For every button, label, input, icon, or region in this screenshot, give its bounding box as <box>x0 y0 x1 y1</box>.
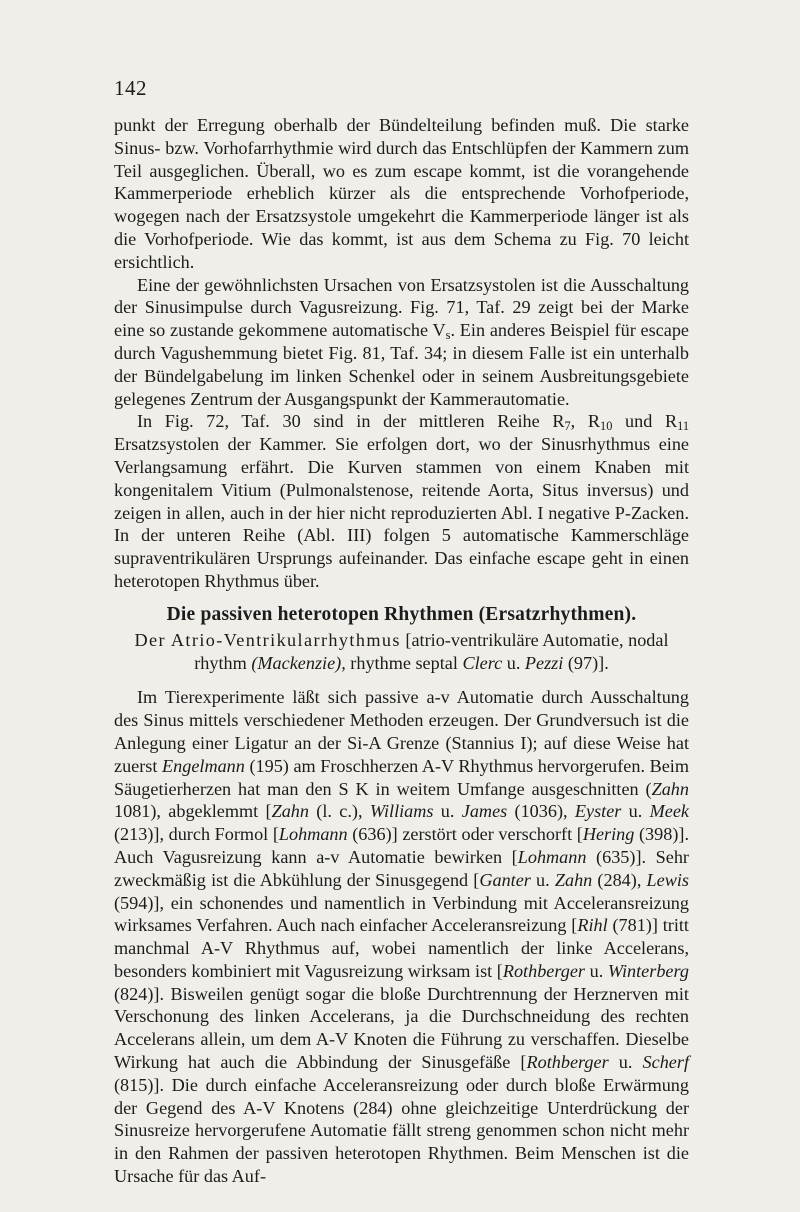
paragraph-fig72: In Fig. 72, Taf. 30 sind in der mittleren Reihe $R_7$, $R_{10}$ und $R_{11}$ Ersatzsystolen der Kammer. Sie erfolgen dort, wo der Sinusrhythmus eine Verlangsamung erfährt. Die Kurven stammen von einem Knaben mit kongenitalem Vitium (Pulmonalstenose, reitende Aorta, Situs inversus) und zeigen in allen, auch in der hier nicht reproduzierten Abl. I negative P-Zacken. In der unteren Reihe (Abl. III) folgen 5 automatische Kammerschläge supraventrikulären Ursprungs aufeinander. Das einfache escape geht in einen heterotopen Rhythmus über. <box>114 411 689 591</box>
paragraph-vagus-escape: Eine der gewöhnlichsten Ursachen von Ersatzsystolen ist die Ausschaltung der Sinusimpulse durch Vagusreizung. Fig. 71, Taf. 29 zeigt bei der Marke eine so zustande gekommene automatische $V_s$. Ein anderes Beispiel für escape durch Vagushemmung bietet Fig. 81, Taf. 34; in diesem Falle ist ein unterhalb der Bündelgabelung im linken Schenkel oder in seinem Ausbreitungsgebiete gelegenes Zentrum der Ausgangspunkt der Kammerautomatie. <box>114 274 689 409</box>
page-number: 142 <box>114 76 147 100</box>
paragraph-escape-summary: punkt der Erregung oberhalb der Bündelteilung befinden muß. Die starke Sinus- bzw. Vorhofarrhythmie wird durch das Entschlüpfen der Kammern zum Teil ausgeglichen. Überall, wo es zum escape kommt, ist die vorangehende Kammerperiode erheblich kürzer als die entsprechende Vorhofperiode, wogegen nach der Ersatzsystole umgekehrt die Kammerperiode länger ist als die Vorhofperiode. Wie das kommt, ist aus dem Schema zu Fig. 70 leicht ersichtlich. <box>114 115 689 272</box>
subscript: 10 <box>600 419 613 434</box>
subscript: 7 <box>564 419 571 434</box>
subscript: s <box>445 328 451 343</box>
definition-term: Der Atrio-Ventrikularrhythmus <box>134 629 401 650</box>
body-text <box>114 114 689 1188</box>
paragraph-definition: Der Atrio-Ventrikularrhythmus [atrio-ventrikuläre Automatie, nodal rhythm (Mackenzie), rhythme septal Clerc u. Pezzi (97)]. <box>134 629 669 673</box>
paragraph-animal-experiments: Im Tierexperimente läßt sich passive a-v Automatie durch Ausschaltung des Sinus mittels verschiedener Methoden erzeugen. Der Grundversuch ist die Anlegung einer Ligatur an der Si-A Grenze (Stannius I); auf diese Weise hat zuerst Engelmann (195) am Froschherzen A-V Rhythmus hervorgerufen. Beim Säugetierherzen hat man den S K in weitem Umfange ausgeschnitten (Zahn 1081), abgeklemmt [Zahn (l. c.), Williams u. James (1036), Eyster u. Meek (213)], durch Formol [Lohmann (636)] zerstört oder verschorft [Hering (398)]. Auch Vagusreizung kann a-v Automatie bewirken [Lohmann (635)]. Sehr zweckmäßig ist die Abkühlung der Sinusgegend [Ganter u. Zahn (284), Lewis (594)], ein schonendes und namentlich in Verbindung mit Acceleransreizung wirksames Verfahren. Auch nach einfacher Acceleransreizung [Rihl (781)] tritt manchmal A-V Rhythmus auf, wobei namentlich der linke Accelerans, besonders kombiniert mit Vagusreizung wirksam ist [Rothberger u. Winterberg (824)]. Bisweilen genügt sogar die bloße Durchtrennung der Herznerven mit Verschonung des linken Accelerans, ja die Durchschneidung des rechten Accelerans allein, um dem A-V Knoten die Führung zu verschaffen. Dieselbe Wirkung hat auch die Abbindung der Sinusgefäße [Rothberger u. Scherf (815)]. Die durch einfache Acceleransreizung oder durch bloße Erwärmung der Gegend des A-V Knotens (284) ohne gleichzeitige Unterdrückung der Sinusreize hervorgerufene Automatie fällt streng genommen schon nicht mehr in den Rahmen der passiven heterotopen Rhythmen. Beim Menschen ist die Ursache für das Auf- <box>114 687 690 1187</box>
subscript: 11 <box>677 419 689 434</box>
section-heading: Die passiven heterotopen Rhythmen (Ersatzrhythmen). <box>166 603 637 625</box>
